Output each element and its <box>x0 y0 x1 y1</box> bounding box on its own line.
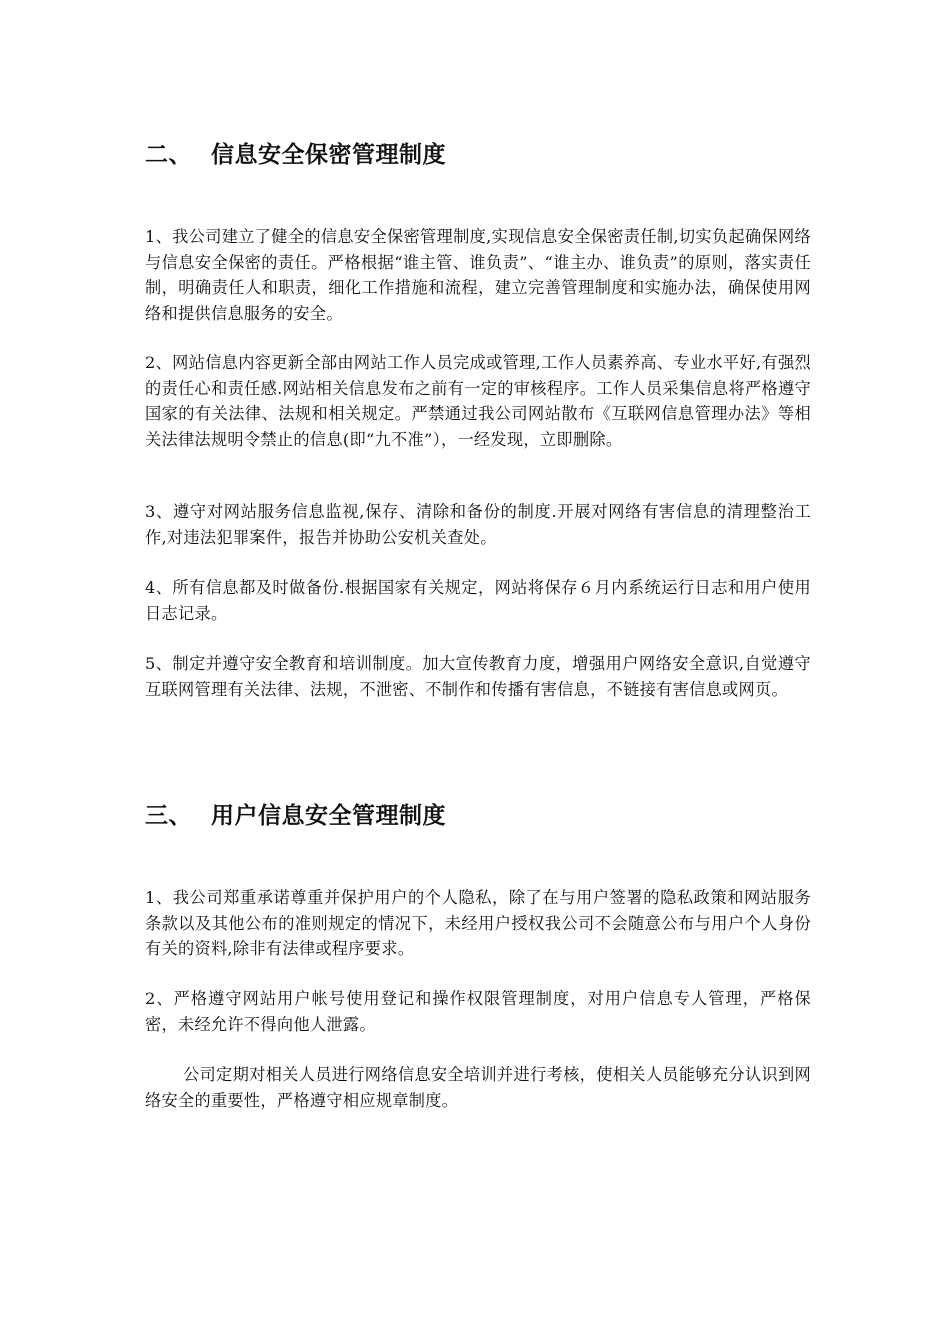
paragraph: 2、严格遵守网站用户帐号使用登记和操作权限管理制度，对用户信息专人管理，严格保密，未经允许不得向他人泄露。 <box>145 989 811 1034</box>
closing-paragraph: 公司定期对相关人员进行网络信息安全培训并进行考核，使相关人员能够充分认识到网络安全的重要性，严格遵守相应规章制度。 <box>145 1065 811 1110</box>
section-heading <box>145 136 446 169</box>
section-title: 用户信息安全管理制度 <box>211 803 446 829</box>
paragraph: 3、遵守对网站服务信息监视,保存、清除和备份的制度.开展对网络有害信息的清理整治工作,对违法犯罪案件，报告并协助公安机关查处。 <box>145 502 811 547</box>
section-number: 三、 <box>145 803 192 829</box>
paragraph: 4、所有信息都及时做备份.根据国家有关规定，网站将保存６月内系统运行日志和用户使用日志记录。 <box>145 578 811 623</box>
paragraph: 2、网站信息内容更新全部由网站工作人员完成或管理,工作人员素养高、专业水平好,有强烈的责任心和责任感.网站相关信息发布之前有一定的审核程序。工作人员采集信息将严格遵守国家的有关法律、法规和相关规定。严禁通过我公司网站散布《互联网信息管理办法》等相关法律法规明令禁止的信息(即“九不准”），一经发现，立即删除。 <box>145 353 811 449</box>
paragraph: 1、我公司建立了健全的信息安全保密管理制度,实现信息安全保密责任制,切实负起确保网络与信息安全保密的责任。严格根据“谁主管、谁负责”、“谁主办、谁负责”的原则，落实责任制，明确责任人和职责，细化工作措施和流程，建立完善管理制度和实施办法，确保使用网络和提供信息服务的安全。 <box>145 227 811 323</box>
section-number: 二、 <box>145 142 192 168</box>
paragraph: 5、制定并遵守安全教育和培训制度。加大宣传教育力度，增强用户网络安全意识,自觉遵守互联网管理有关法律、法规，不泄密、不制作和传播有害信息，不链接有害信息或网页。 <box>145 654 811 699</box>
section-heading <box>145 797 446 830</box>
paragraph: 1、我公司郑重承诺尊重并保护用户的个人隐私，除了在与用户签署的隐私政策和网站服务条款以及其他公布的准则规定的情况下，未经用户授权我公司不会随意公布与用户个人身份有关的资料,除非有法律或程序要求。 <box>145 888 811 958</box>
section-title: 信息安全保密管理制度 <box>211 142 446 168</box>
